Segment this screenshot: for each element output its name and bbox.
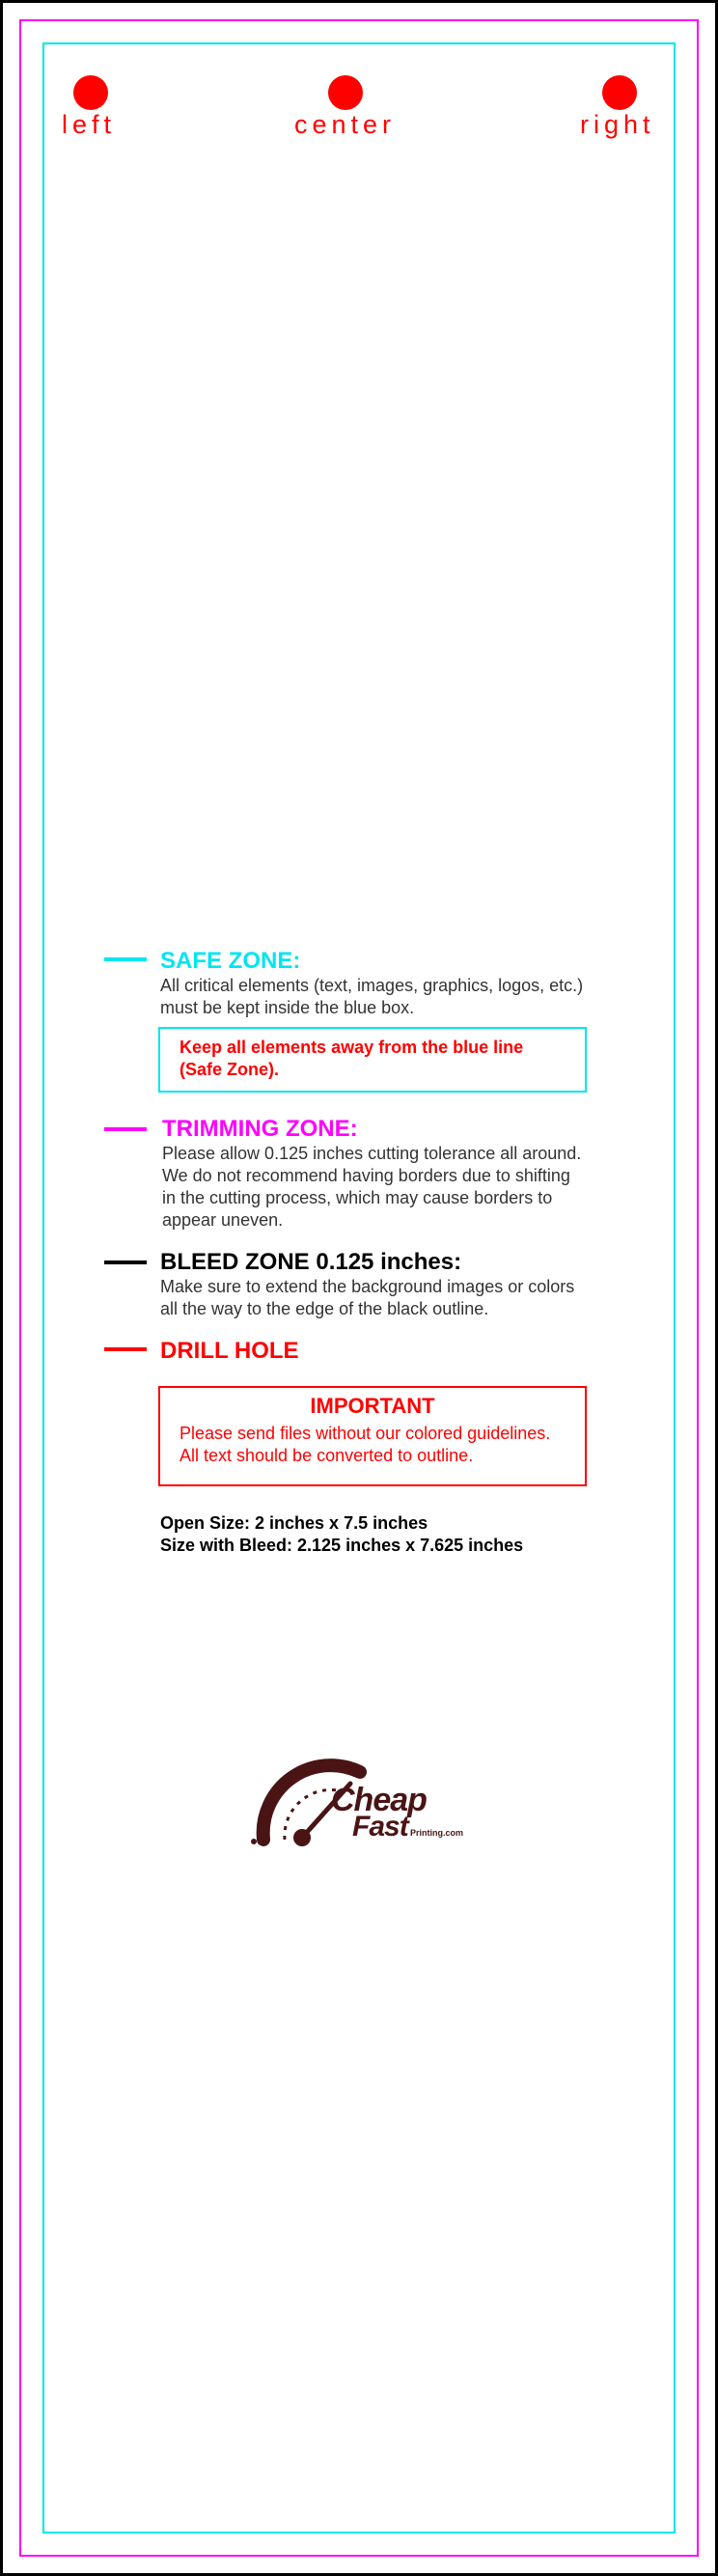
bleed-zone-legend-line	[104, 1260, 147, 1264]
bleed-size: Size with Bleed: 2.125 inches x 7.625 inches	[160, 1536, 524, 1555]
logo-word-printing: Printing.com	[410, 1828, 464, 1838]
drill-hole-title: DRILL HOLE	[160, 1338, 299, 1364]
trimming-zone-description: Please allow 0.125 inches cutting tolerance all around. We do not recommend having borders due to shifting in the cutting process, which may cause borders to appear uneven.	[162, 1144, 582, 1230]
bleed-zone-title: BLEED ZONE 0.125 inches:	[160, 1249, 462, 1275]
right-label: right	[580, 110, 655, 139]
important-box	[158, 1386, 587, 1486]
important-title: IMPORTANT	[310, 1394, 435, 1418]
safe-zone-description: All critical elements (text, images, graphics, logos, etc.) must be kept inside the blue box.	[160, 976, 584, 1017]
drill-hole-center	[328, 75, 363, 110]
left-label: left	[62, 110, 117, 139]
trimming-zone-title: TRIMMING ZONE:	[162, 1116, 358, 1142]
cheapfastprinting-logo	[246, 1751, 478, 1867]
safe-zone-title: SAFE ZONE:	[160, 948, 301, 974]
trimming-zone-legend-line	[104, 1127, 147, 1131]
safe-zone-note: Keep all elements away from the blue line (Safe Zone).	[180, 1038, 524, 1079]
center-label: center	[294, 110, 397, 139]
drill-hole-legend-line	[104, 1347, 147, 1351]
safe-zone-note-box	[158, 1027, 587, 1093]
logo-word-cheap: Cheap	[331, 1782, 427, 1818]
safe-zone-legend-line	[104, 957, 147, 961]
drill-hole-left	[73, 75, 108, 110]
drill-hole-right	[602, 75, 637, 110]
bleed-zone-description: Make sure to extend the background images or colors all the way to the edge of the black outline.	[160, 1277, 575, 1318]
important-text: Please send files without our colored guidelines. All text should be converted to outline.	[180, 1424, 551, 1465]
open-size: Open Size: 2 inches x 7.5 inches	[160, 1513, 428, 1533]
logo-word-fast: Fast	[352, 1811, 408, 1842]
